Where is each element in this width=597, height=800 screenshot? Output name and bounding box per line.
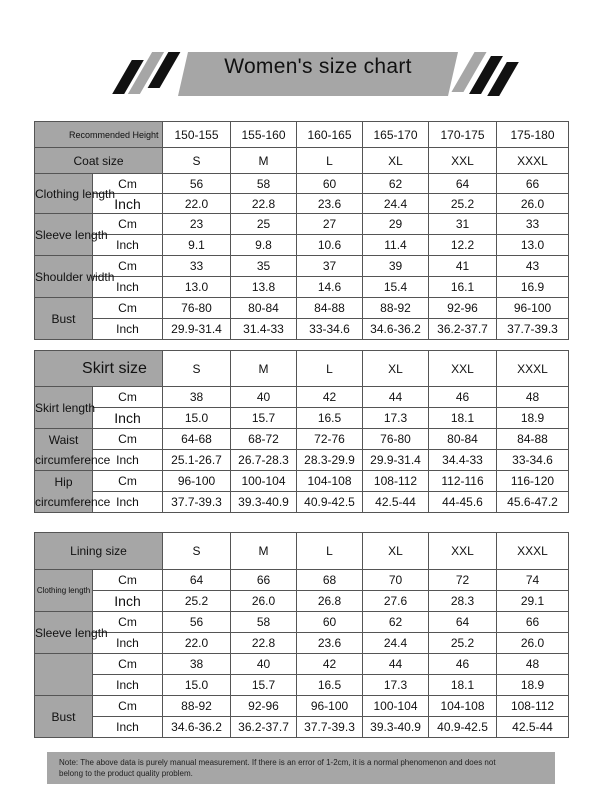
height-cell: 175-180 (497, 122, 569, 148)
value-cell: 48 (497, 654, 569, 675)
unit-cm: Cm (93, 214, 163, 235)
value-cell: 60 (297, 174, 363, 194)
value-cell: 100-104 (363, 696, 429, 717)
value-cell: 66 (231, 570, 297, 591)
value-cell: 104-108 (297, 471, 363, 492)
value-cell: 62 (363, 612, 429, 633)
value-cell: 92-96 (429, 298, 497, 319)
skirt-size-label: Skirt size (35, 351, 163, 387)
value-cell: 36.2-37.7 (231, 717, 297, 738)
size-cell: M (231, 351, 297, 387)
lining-size-label: Lining size (35, 533, 163, 570)
value-cell: 18.9 (497, 408, 569, 429)
value-cell: 18.1 (429, 675, 497, 696)
value-cell: 62 (363, 174, 429, 194)
value-cell: 58 (231, 174, 297, 194)
unit-cm: Cm (93, 298, 163, 319)
value-cell: 29 (363, 214, 429, 235)
value-cell: 48 (497, 387, 569, 408)
value-cell: 84-88 (297, 298, 363, 319)
value-cell: 33-34.6 (297, 319, 363, 340)
value-cell: 46 (429, 387, 497, 408)
row-label-skirt-length: Skirt length (35, 387, 93, 429)
value-cell: 92-96 (231, 696, 297, 717)
value-cell: 33-34.6 (497, 450, 569, 471)
value-cell: 80-84 (429, 429, 497, 450)
size-cell: S (163, 351, 231, 387)
unit-cm: Cm (93, 256, 163, 277)
value-cell: 60 (297, 612, 363, 633)
value-cell: 15.7 (231, 408, 297, 429)
value-cell: 39.3-40.9 (231, 492, 297, 513)
size-cell: M (231, 148, 297, 174)
note-line-2: belong to the product quality problem. (59, 769, 193, 778)
value-cell: 74 (497, 570, 569, 591)
unit-inch: Inch (93, 591, 163, 612)
value-cell: 34.4-33 (429, 450, 497, 471)
value-cell: 34.6-36.2 (363, 319, 429, 340)
value-cell: 23.6 (297, 633, 363, 654)
value-cell: 80-84 (231, 298, 297, 319)
value-cell: 22.0 (163, 194, 231, 214)
unit-inch: Inch (93, 633, 163, 654)
value-cell: 9.8 (231, 235, 297, 256)
unit-cm: Cm (93, 696, 163, 717)
size-cell: XXL (429, 533, 497, 570)
value-cell: 16.1 (429, 277, 497, 298)
height-cell: 170-175 (429, 122, 497, 148)
size-cell: XL (363, 533, 429, 570)
value-cell: 16.5 (297, 675, 363, 696)
value-cell: 44 (363, 654, 429, 675)
value-cell: 13.0 (497, 235, 569, 256)
row-label-shoulder-width: Shoulder width (35, 256, 93, 298)
value-cell: 37.7-39.3 (297, 717, 363, 738)
row-label-clothing-length: Clothing length (35, 174, 93, 214)
value-cell: 88-92 (163, 696, 231, 717)
height-cell: 155-160 (231, 122, 297, 148)
value-cell: 26.7-28.3 (231, 450, 297, 471)
row-label-bust: Bust (35, 298, 93, 340)
value-cell: 96-100 (163, 471, 231, 492)
value-cell: 108-112 (497, 696, 569, 717)
coat-size-table (34, 121, 569, 340)
value-cell: 96-100 (297, 696, 363, 717)
unit-cm: Cm (93, 429, 163, 450)
height-cell: 150-155 (163, 122, 231, 148)
skirt-size-table (34, 350, 569, 513)
value-cell: 64 (429, 174, 497, 194)
size-cell: XXXL (497, 351, 569, 387)
coat-size-label: Coat size (35, 148, 163, 174)
value-cell: 112-116 (429, 471, 497, 492)
value-cell: 40.9-42.5 (429, 717, 497, 738)
value-cell: 100-104 (231, 471, 297, 492)
value-cell: 36.2-37.7 (429, 319, 497, 340)
recommended-height-label: Recommended Height (35, 122, 163, 148)
value-cell: 26.8 (297, 591, 363, 612)
value-cell: 13.8 (231, 277, 297, 298)
value-cell: 76-80 (363, 429, 429, 450)
value-cell: 26.0 (231, 591, 297, 612)
value-cell: 23 (163, 214, 231, 235)
value-cell: 18.9 (497, 675, 569, 696)
value-cell: 96-100 (497, 298, 569, 319)
value-cell: 58 (231, 612, 297, 633)
value-cell: 15.0 (163, 408, 231, 429)
height-cell: 160-165 (297, 122, 363, 148)
unit-inch: Inch (93, 408, 163, 429)
value-cell: 16.9 (497, 277, 569, 298)
size-cell: L (297, 351, 363, 387)
unit-inch: Inch (93, 492, 163, 513)
value-cell: 42.5-44 (497, 717, 569, 738)
value-cell: 34.6-36.2 (163, 717, 231, 738)
measurement-note (47, 752, 555, 784)
value-cell: 37.7-39.3 (497, 319, 569, 340)
value-cell: 22.8 (231, 194, 297, 214)
value-cell: 25.2 (429, 194, 497, 214)
unit-inch: Inch (93, 235, 163, 256)
row-label-bust: Bust (35, 696, 93, 738)
value-cell: 15.7 (231, 675, 297, 696)
value-cell: 29.9-31.4 (163, 319, 231, 340)
unit-cm: Cm (93, 654, 163, 675)
value-cell: 25.2 (429, 633, 497, 654)
unit-cm: Cm (93, 387, 163, 408)
value-cell: 40 (231, 387, 297, 408)
value-cell: 13.0 (163, 277, 231, 298)
size-cell: XXL (429, 351, 497, 387)
lining-size-table (34, 532, 569, 738)
value-cell: 18.1 (429, 408, 497, 429)
value-cell: 29.1 (497, 591, 569, 612)
value-cell: 10.6 (297, 235, 363, 256)
size-cell: M (231, 533, 297, 570)
value-cell: 17.3 (363, 408, 429, 429)
value-cell: 64 (163, 570, 231, 591)
unit-inch: Inch (93, 450, 163, 471)
value-cell: 28.3 (429, 591, 497, 612)
value-cell: 64 (429, 612, 497, 633)
value-cell: 37.7-39.3 (163, 492, 231, 513)
size-cell: L (297, 148, 363, 174)
value-cell: 33 (163, 256, 231, 277)
value-cell: 44-45.6 (429, 492, 497, 513)
value-cell: 66 (497, 174, 569, 194)
value-cell: 31.4-33 (231, 319, 297, 340)
value-cell: 40.9-42.5 (297, 492, 363, 513)
unit-cm: Cm (93, 570, 163, 591)
size-cell: XXXL (497, 533, 569, 570)
value-cell: 26.0 (497, 194, 569, 214)
size-cell: XL (363, 148, 429, 174)
unit-inch: Inch (93, 277, 163, 298)
value-cell: 14.6 (297, 277, 363, 298)
value-cell: 68-72 (231, 429, 297, 450)
value-cell: 39 (363, 256, 429, 277)
size-cell: XL (363, 351, 429, 387)
row-label-hip-circumference: Hip circumference (35, 471, 93, 513)
size-cell: XXXL (497, 148, 569, 174)
value-cell: 41 (429, 256, 497, 277)
value-cell: 56 (163, 612, 231, 633)
value-cell: 27.6 (363, 591, 429, 612)
value-cell: 25 (231, 214, 297, 235)
value-cell: 44 (363, 387, 429, 408)
row-label-waist-circumference: Waist circumference (35, 429, 93, 471)
unit-inch: Inch (93, 717, 163, 738)
unit-cm: Cm (93, 471, 163, 492)
value-cell: 46 (429, 654, 497, 675)
value-cell: 116-120 (497, 471, 569, 492)
size-cell: S (163, 533, 231, 570)
value-cell: 38 (163, 654, 231, 675)
value-cell: 25.1-26.7 (163, 450, 231, 471)
row-label-sleeve-length: Sleeve length (35, 612, 93, 654)
value-cell: 17.3 (363, 675, 429, 696)
value-cell: 22.8 (231, 633, 297, 654)
value-cell: 38 (163, 387, 231, 408)
value-cell: 9.1 (163, 235, 231, 256)
value-cell: 15.0 (163, 675, 231, 696)
value-cell: 24.4 (363, 194, 429, 214)
value-cell: 56 (163, 174, 231, 194)
value-cell: 28.3-29.9 (297, 450, 363, 471)
value-cell: 42.5-44 (363, 492, 429, 513)
value-cell: 33 (497, 214, 569, 235)
note-line-1: Note: The above data is purely manual measurement. If there is an error of 1-2cm, it is a normal phenomenon and does not (59, 758, 496, 767)
value-cell: 72-76 (297, 429, 363, 450)
value-cell: 16.5 (297, 408, 363, 429)
value-cell: 39.3-40.9 (363, 717, 429, 738)
value-cell: 72 (429, 570, 497, 591)
value-cell: 24.4 (363, 633, 429, 654)
value-cell: 37 (297, 256, 363, 277)
value-cell: 70 (363, 570, 429, 591)
height-cell: 165-170 (363, 122, 429, 148)
value-cell: 25.2 (163, 591, 231, 612)
value-cell: 42 (297, 654, 363, 675)
value-cell: 76-80 (163, 298, 231, 319)
value-cell: 31 (429, 214, 497, 235)
value-cell: 108-112 (363, 471, 429, 492)
unit-cm: Cm (93, 612, 163, 633)
value-cell: 66 (497, 612, 569, 633)
value-cell: 27 (297, 214, 363, 235)
unit-inch: Inch (93, 194, 163, 214)
header-banner (0, 0, 597, 110)
value-cell: 35 (231, 256, 297, 277)
row-label-faded (35, 654, 93, 696)
value-cell: 42 (297, 387, 363, 408)
size-cell: L (297, 533, 363, 570)
row-label-sleeve-length: Sleeve length (35, 214, 93, 256)
value-cell: 64-68 (163, 429, 231, 450)
size-cell: S (163, 148, 231, 174)
page-title: Women's size chart (224, 55, 412, 78)
value-cell: 29.9-31.4 (363, 450, 429, 471)
value-cell: 68 (297, 570, 363, 591)
value-cell: 11.4 (363, 235, 429, 256)
value-cell: 45.6-47.2 (497, 492, 569, 513)
size-cell: XXL (429, 148, 497, 174)
value-cell: 88-92 (363, 298, 429, 319)
value-cell: 23.6 (297, 194, 363, 214)
value-cell: 104-108 (429, 696, 497, 717)
unit-inch: Inch (93, 319, 163, 340)
row-label-clothing-length: Clothing length (35, 570, 93, 612)
value-cell: 84-88 (497, 429, 569, 450)
value-cell: 40 (231, 654, 297, 675)
value-cell: 22.0 (163, 633, 231, 654)
value-cell: 26.0 (497, 633, 569, 654)
unit-inch: Inch (93, 675, 163, 696)
value-cell: 43 (497, 256, 569, 277)
unit-cm: Cm (93, 174, 163, 194)
value-cell: 15.4 (363, 277, 429, 298)
value-cell: 12.2 (429, 235, 497, 256)
